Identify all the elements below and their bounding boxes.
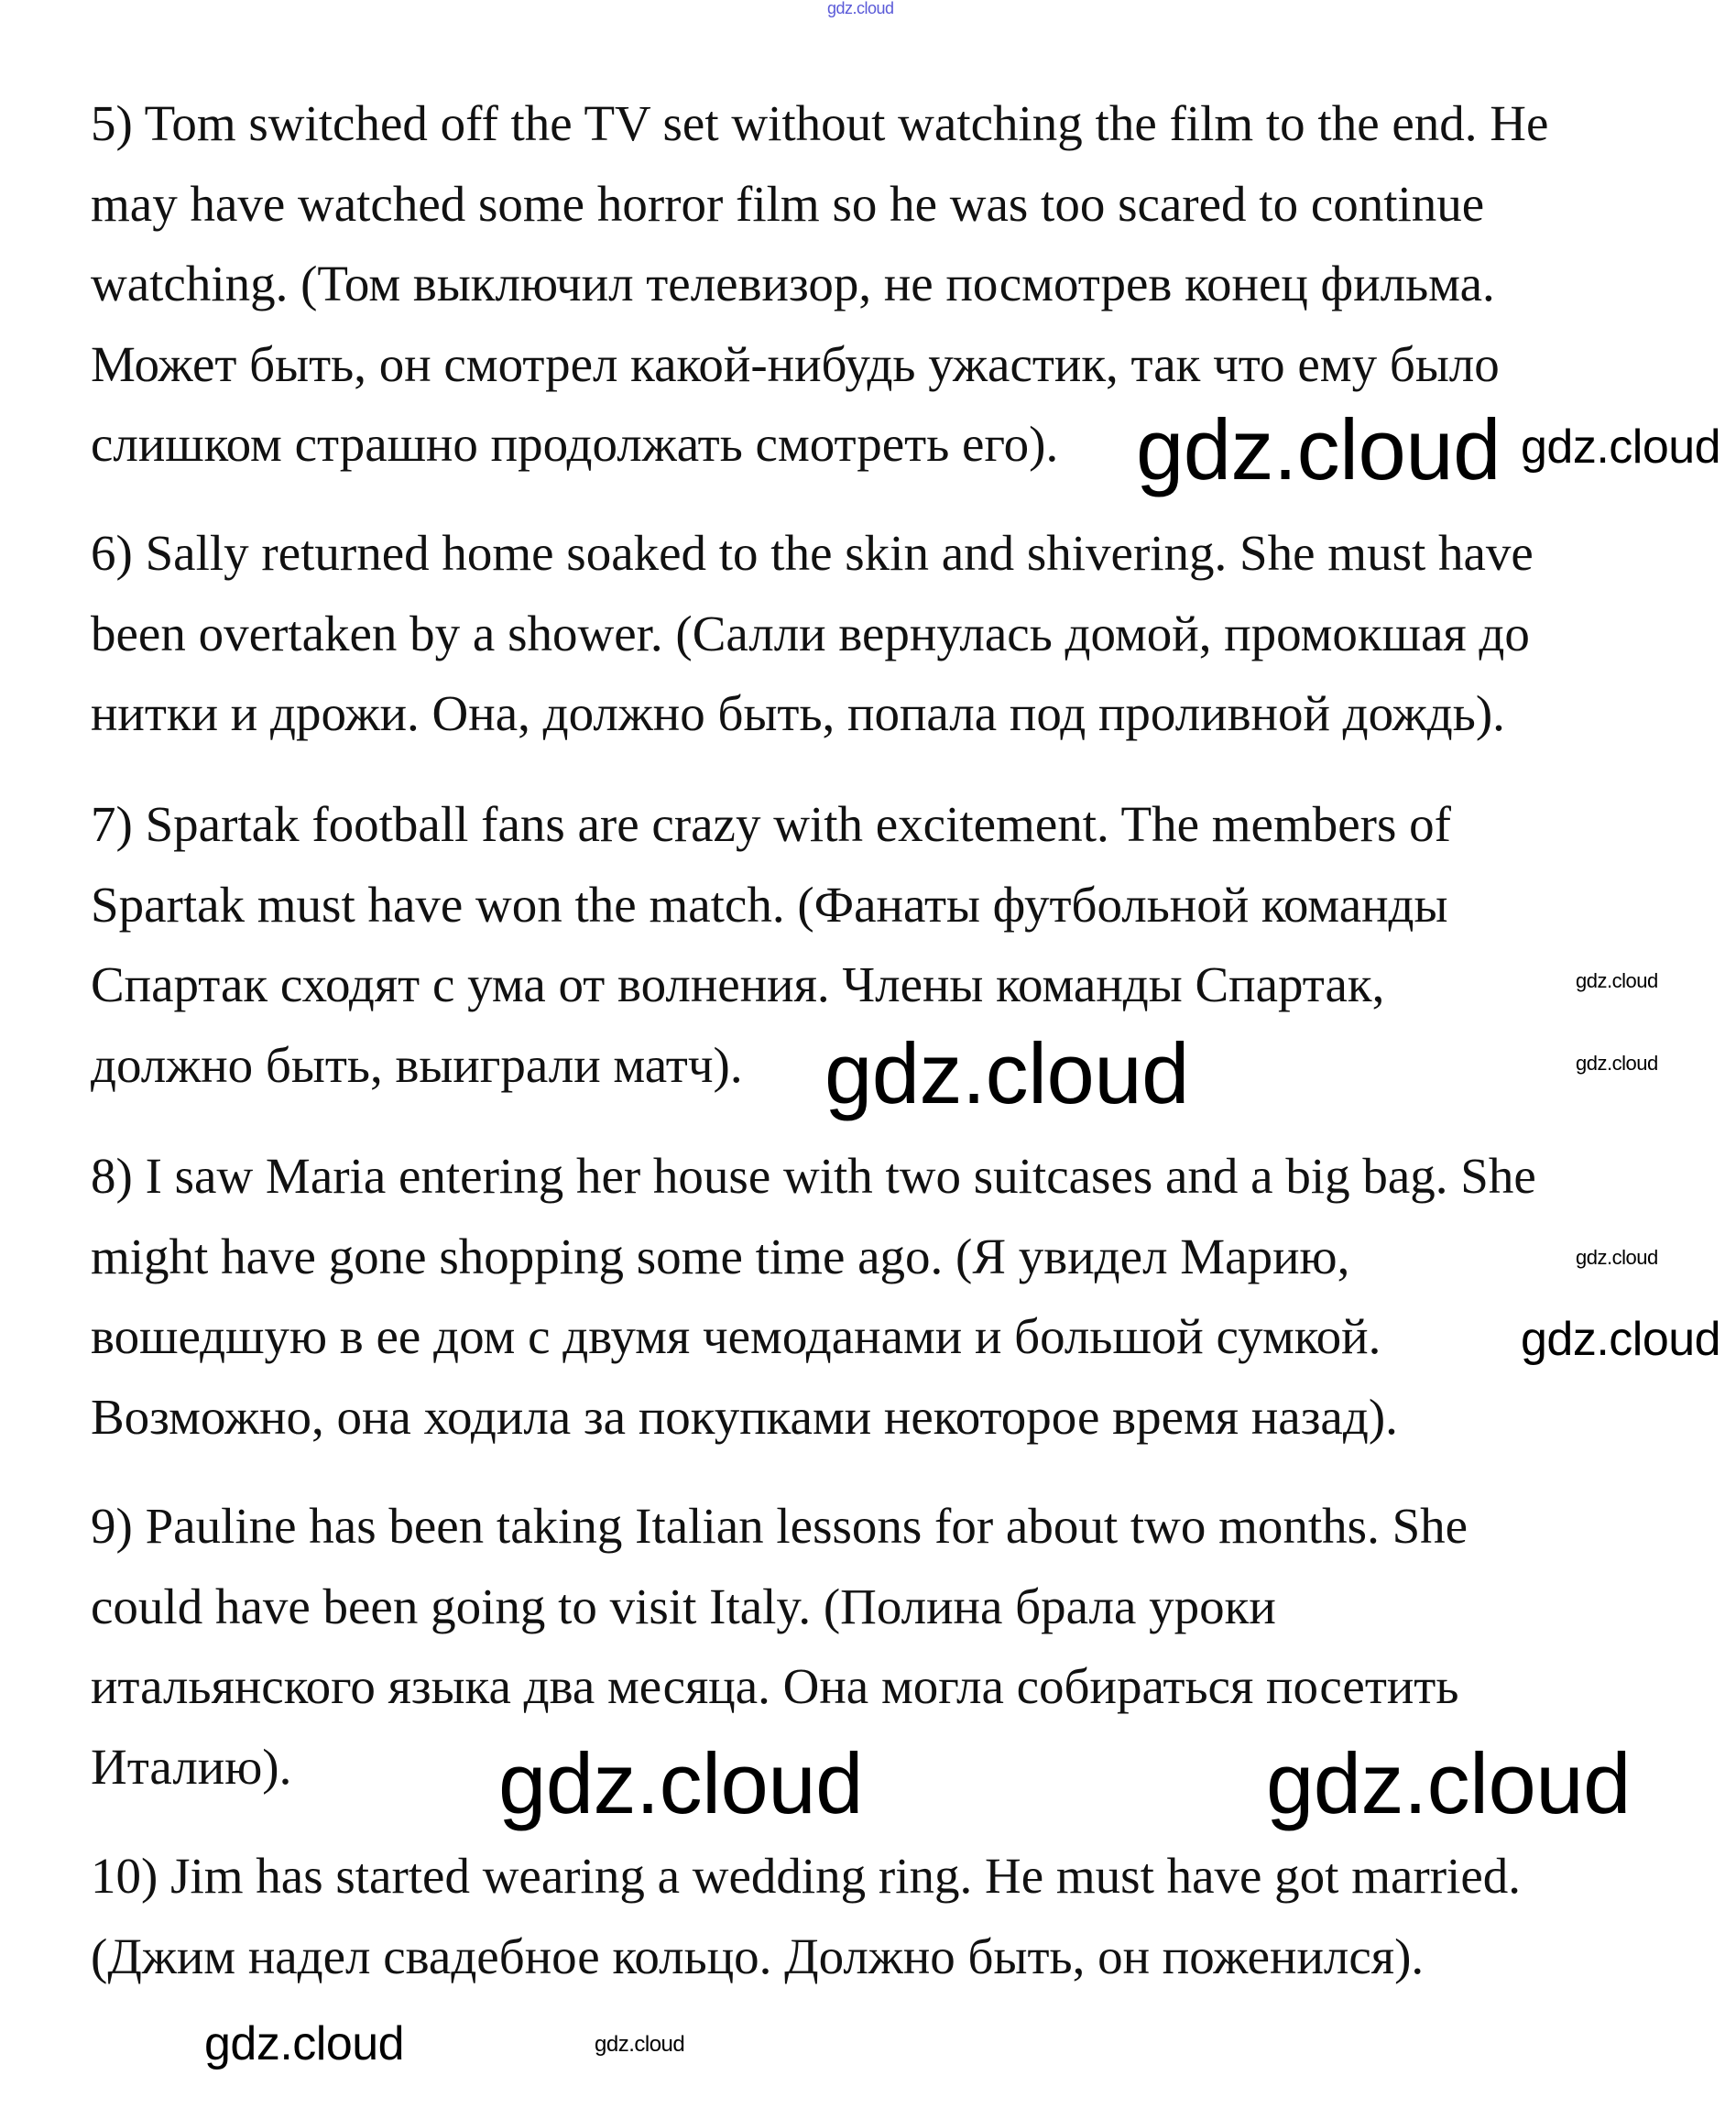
- watermark: gdz.cloud: [827, 0, 894, 17]
- text-line: итальянского языка два месяца. Она могла собираться посетить: [91, 1658, 1459, 1714]
- text-line: Может быть, он смотрел какой-нибудь ужастик, так что ему было: [91, 335, 1500, 392]
- text-line: 5) Tom switched off the TV set without watching the film to the end. He: [91, 95, 1549, 151]
- watermark: gdz.cloud: [1576, 1052, 1658, 1075]
- text-line: been overtaken by a shower. (Салли вернулась домой, промокшая до: [91, 605, 1530, 661]
- text-line: (Джим надел свадебное кольцо. Должно быть, он поженился).: [91, 1928, 1425, 1984]
- watermark: gdz.cloud: [824, 1025, 1189, 1121]
- text-line: 8) I saw Maria entering her house with two suitcases and a big bag. She: [91, 1148, 1536, 1204]
- answer-10: [91, 1836, 1703, 1996]
- text-line: 9) Pauline has been taking Italian lessons for about two months. She: [91, 1498, 1469, 1554]
- text-line: Spartak must have won the match. (Фанаты футбольной команды: [91, 876, 1448, 933]
- watermark: gdz.cloud: [1521, 1313, 1721, 1366]
- answer-8: [91, 1136, 1703, 1457]
- text-line: Спартак сходят с ума от волнения. Члены команды Спартак,: [91, 956, 1385, 1012]
- text-line: may have watched some horror film so he was too scared to continue: [91, 175, 1485, 232]
- text-line: 10) Jim has started wearing a wedding ring. He must have got married.: [91, 1848, 1521, 1904]
- watermark: gdz.cloud: [1136, 401, 1501, 497]
- watermark: gdz.cloud: [1576, 969, 1658, 992]
- text-line: слишком страшно продолжать смотреть его).: [91, 416, 1059, 472]
- watermark: gdz.cloud: [595, 2032, 685, 2057]
- text-line: 6) Sally returned home soaked to the skin and shivering. She must have: [91, 525, 1534, 581]
- watermark: gdz.cloud: [204, 2017, 405, 2070]
- answer-6: [91, 513, 1703, 754]
- watermark: gdz.cloud: [1576, 1246, 1658, 1269]
- text-line: might have gone shopping some time ago. (Я увидел Марию,: [91, 1228, 1350, 1284]
- text-line: could have been going to visit Italy. (Полина брала уроки: [91, 1578, 1276, 1634]
- text-line: watching. (Том выключил телевизор, не посмотрев конец фильма.: [91, 256, 1495, 311]
- text-line: 7) Spartak football fans are crazy with excitement. The members of: [91, 796, 1451, 852]
- text-line: вошедшую в ее дом с двумя чемоданами и большой сумкой.: [91, 1308, 1381, 1364]
- text-line: Возможно, она ходила за покупками некоторое время назад).: [91, 1388, 1398, 1445]
- text-line: Италию).: [91, 1738, 292, 1795]
- text-line: должно быть, выиграли матч).: [91, 1036, 743, 1093]
- watermark: gdz.cloud: [1521, 421, 1721, 474]
- watermark: gdz.cloud: [1266, 1735, 1631, 1831]
- watermark: gdz.cloud: [498, 1735, 863, 1831]
- text-line: нитки и дрожи. Она, должно быть, попала под проливной дождь).: [91, 685, 1505, 741]
